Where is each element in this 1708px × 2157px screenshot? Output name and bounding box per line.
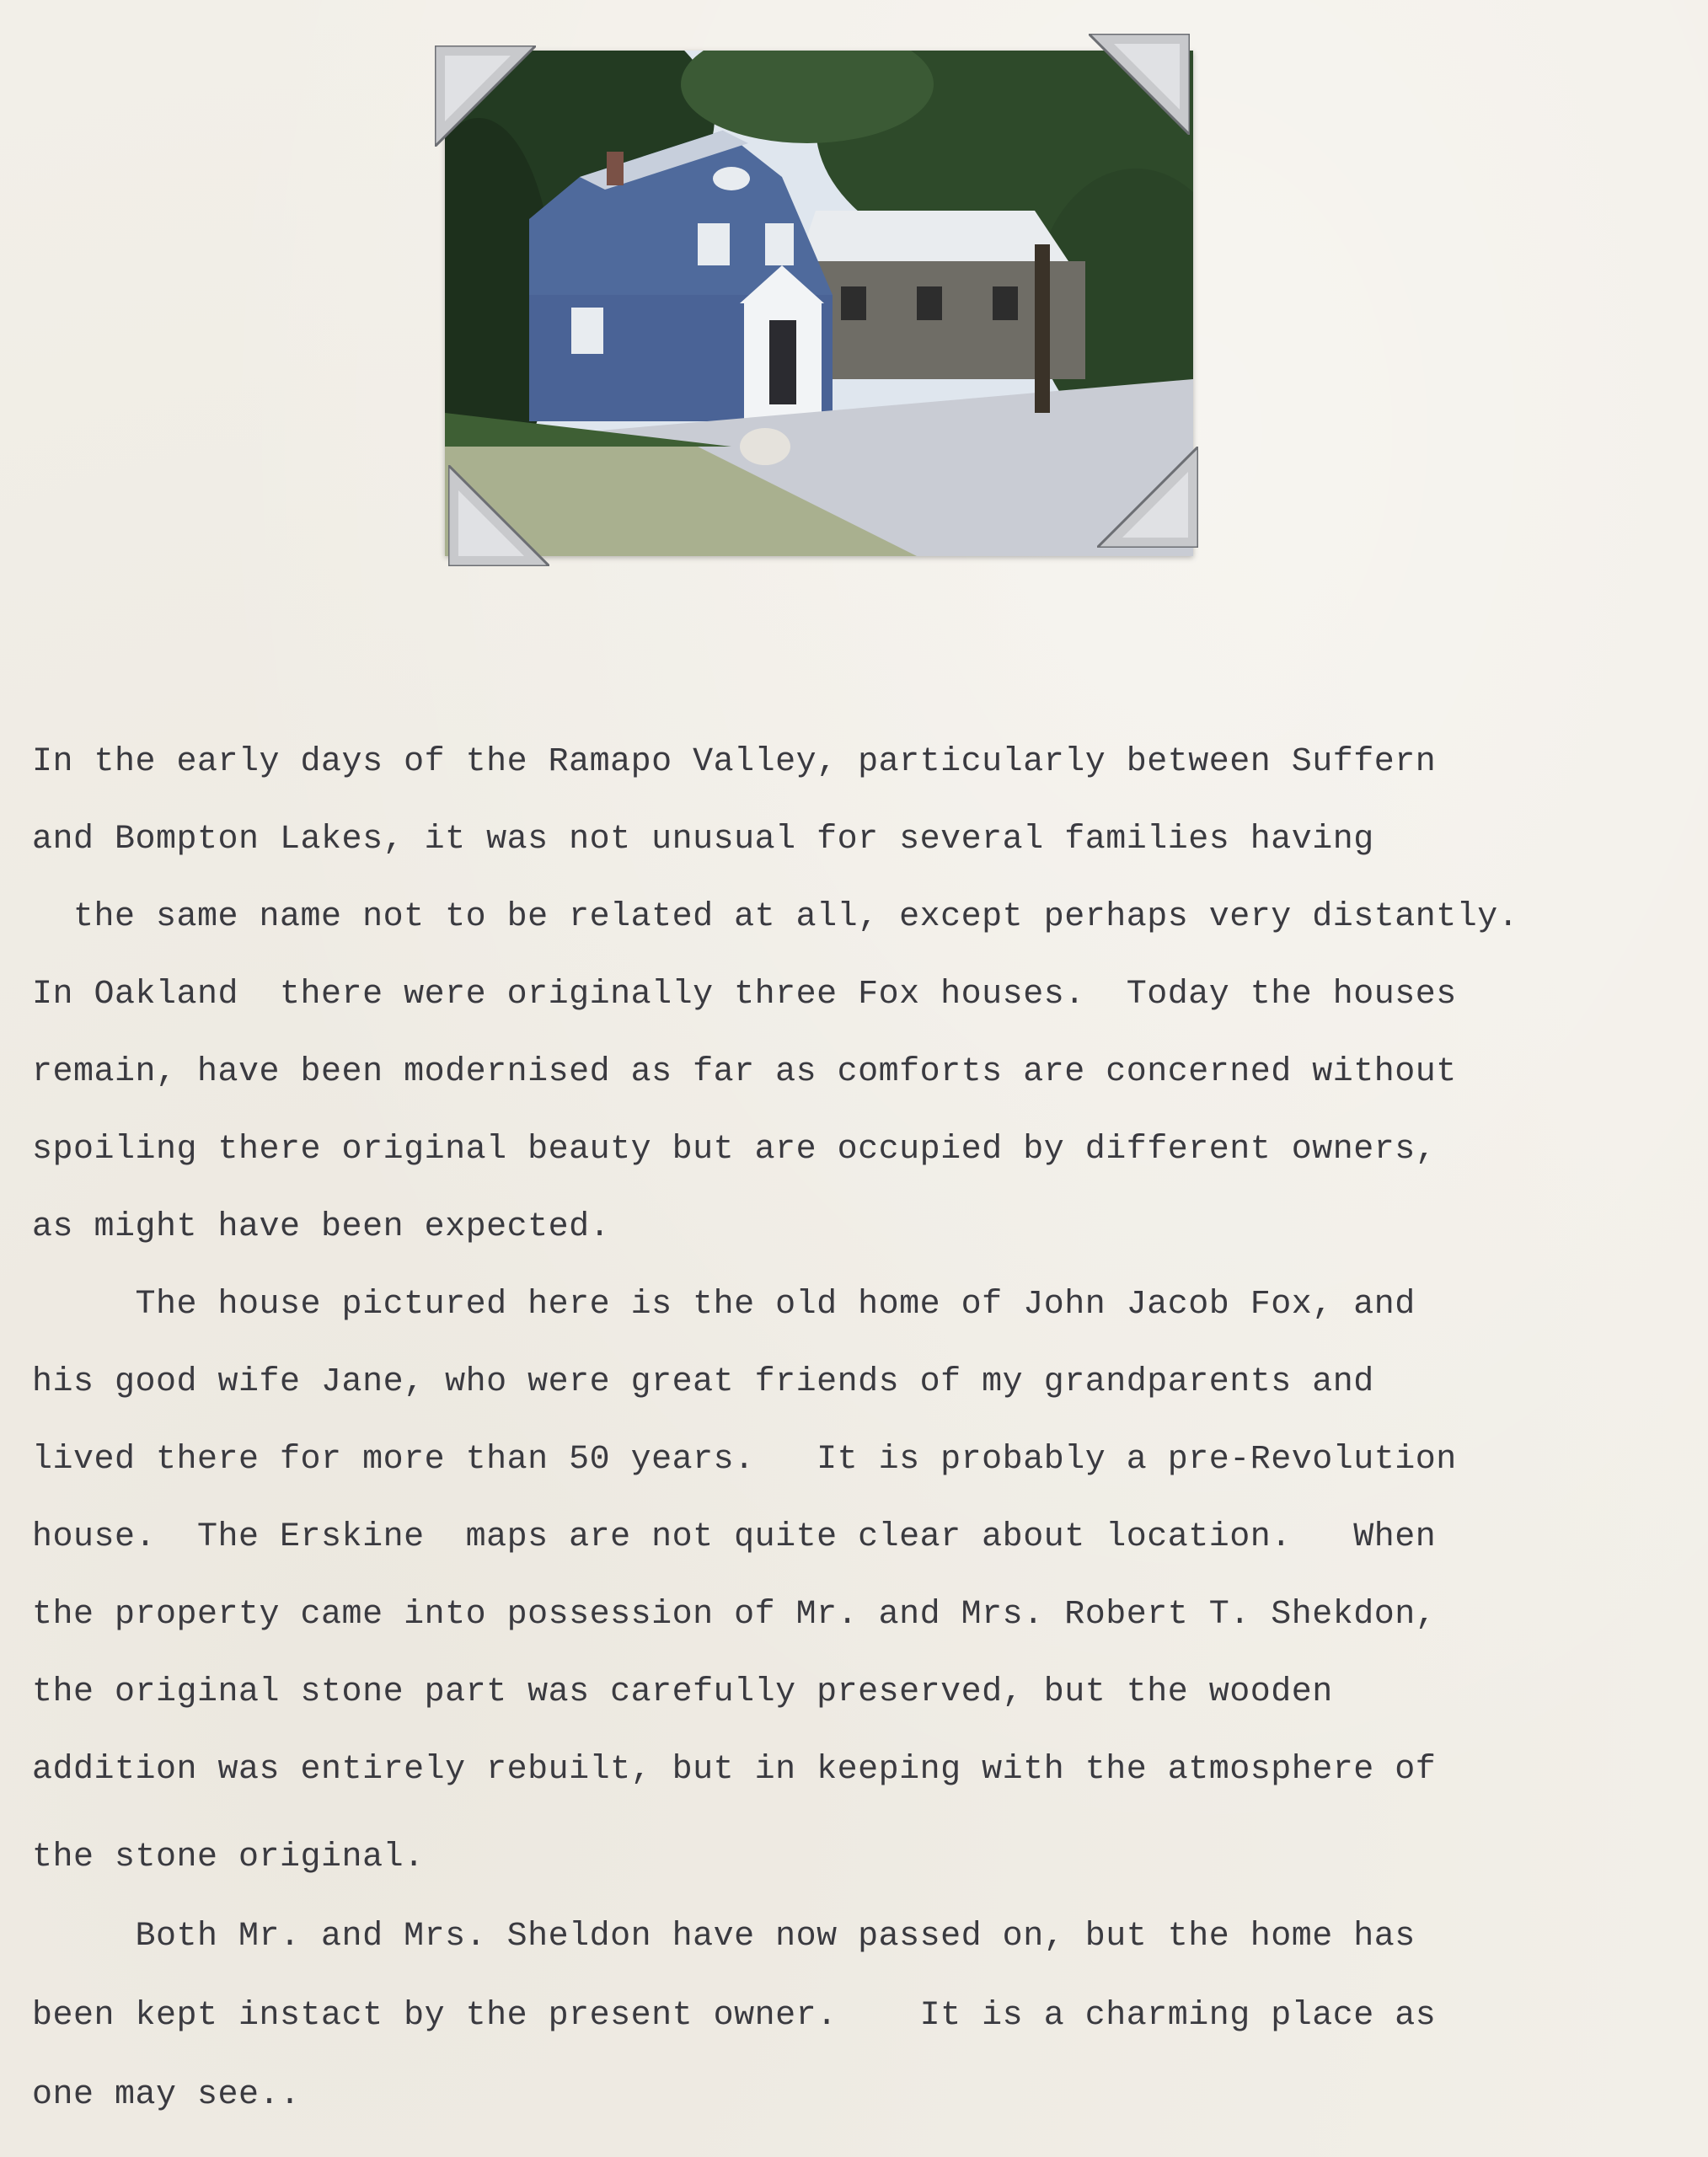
text-line: In the early days of the Ramapo Valley, particularly between Suffern [32, 743, 1437, 781]
text-line: remain, have been modernised as far as comforts are concerned without [32, 1053, 1457, 1091]
typed-text-body [32, 741, 1700, 2114]
text-line: the stone original. [32, 1839, 425, 1876]
photo-corner-top-left [435, 45, 536, 147]
text-line: as might have been expected. [32, 1208, 611, 1246]
text-line: the property came into possession of Mr. and Mrs. Robert T. Shekdon, [32, 1596, 1437, 1634]
text-line: spoiling there original beauty but are occupied by different owners, [32, 1131, 1437, 1169]
photo-corner-bottom-left [448, 465, 549, 566]
text-line: In Oakland there were originally three Fox houses. Today the houses [32, 976, 1457, 1014]
text-line: addition was entirely rebuilt, but in keeping with the atmosphere of [32, 1751, 1437, 1789]
text-line: house. The Erskine maps are not quite clear about location. When [32, 1518, 1437, 1556]
photo-corner-top-right [1089, 34, 1190, 135]
text-line: and Bompton Lakes, it was not unusual for several families having [32, 821, 1374, 859]
text-line: lived there for more than 50 years. It is probably a pre-Revolution [32, 1441, 1457, 1479]
text-line: Both Mr. and Mrs. Sheldon have now passed on, but the home has [32, 1918, 1416, 1956]
photo-corner-bottom-right [1097, 447, 1198, 548]
text-line: his good wife Jane, who were great friends of my grandparents and [32, 1363, 1374, 1401]
text-line: one may see.. [32, 2076, 301, 2114]
text-line: the same name not to be related at all, except perhaps very distantly. [32, 898, 1519, 936]
text-line: The house pictured here is the old home of John Jacob Fox, and [32, 1286, 1416, 1324]
text-line: the original stone part was carefully preserved, but the wooden [32, 1673, 1333, 1711]
text-line: been kept instact by the present owner. It is a charming place as [32, 1997, 1437, 2035]
house-photo [445, 51, 1193, 556]
